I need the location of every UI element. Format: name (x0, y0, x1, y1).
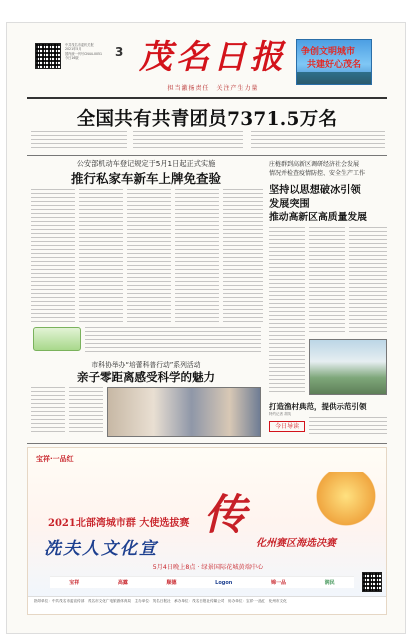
news-photo-village (309, 339, 387, 395)
sponsor-logo: 锦一品 (270, 580, 286, 586)
main-headline: 全国共有共青团员7371.5万名 (76, 109, 338, 130)
ad-brand: 宝祥·一品红 (36, 455, 74, 463)
left-article-column (223, 189, 263, 325)
sponsor-logo: 润民 (324, 580, 335, 586)
ad-rule (27, 443, 387, 444)
bottom-right-subtitle: 特约记者 胡英 (269, 412, 292, 416)
left-article-column (79, 189, 123, 325)
ad-footer-strip (28, 596, 387, 615)
middle-article-column (31, 387, 65, 435)
ad-line-3: 化州赛区海选决赛 (256, 538, 336, 549)
ad-footer-text: 指导单位：中共茂名市委宣传部 茂名市文化广电旅游体育局 主办单位：茂名日报社 承办单位：茂名日报社传媒公司 协办单位：宝祥·一品红 化州市文化 (34, 599, 287, 603)
left-article-kicker: 公安部机动车登记规定于5月1日起正式实施 (76, 159, 216, 168)
meta-line: 国内统一刊号CN44-0051 (65, 51, 103, 56)
ad-date-line: 5月4日晚上8点 · 绿景国际花城黄端中心 (152, 564, 264, 571)
promo-city-skyline (297, 72, 372, 84)
ad-big-character: 传 (204, 490, 247, 539)
news-photo-classroom (107, 387, 261, 437)
sponsor-logo: Logon (215, 579, 233, 586)
right-article-kicker-2: 情况并检查疫情防控、安全生产工作 (269, 170, 366, 177)
right-article-title-2: 发展突围 (269, 198, 310, 210)
paper-name-logo: 茂名日报 (139, 37, 287, 76)
right-article-title-3: 推动高新区高质量发展 (269, 212, 367, 223)
middle-article-title: 亲子零距离感受科学的魅力 (77, 370, 215, 384)
meta-line: 2021年5月 (65, 47, 82, 52)
right-article-title-1: 坚持以思想破冰引领 (269, 184, 361, 196)
section-rule (27, 155, 387, 156)
sponsor-logo: 宝祥 (69, 580, 80, 586)
meta-line: 中共茂名市委机关报 (65, 43, 94, 47)
left-article-column (175, 189, 219, 325)
ad-line-2: 冼夫人文化宣 (44, 539, 158, 559)
left-article-column (85, 327, 261, 353)
right-article-column (349, 227, 387, 335)
right-article-kicker-1: 庄梿群到高新区调研经济社会发展 (269, 161, 360, 168)
bottom-right-text (309, 417, 387, 437)
today-digest-stamp: 今日导读 (269, 421, 305, 432)
newspaper-page (6, 22, 406, 634)
ad-sponsor-strip (50, 576, 354, 588)
ad-qr-code (362, 572, 382, 592)
masthead-rule (27, 97, 387, 99)
left-article-column (127, 189, 171, 325)
ad-headline: 2021北部湾城市群 大使选拔赛 (48, 518, 190, 529)
issue-number: 3 (115, 45, 124, 59)
ad-coconut-island (314, 472, 378, 532)
left-article-column (31, 189, 75, 325)
ad-badge-illustration (33, 327, 81, 351)
promo-line-2: 共建好心茂名 (307, 60, 362, 70)
advertisement-banner (27, 447, 387, 615)
middle-article-column (69, 387, 103, 435)
promo-box (296, 39, 372, 85)
masthead-meta (65, 43, 113, 61)
right-article-column (269, 227, 305, 395)
headline-summary-text (31, 131, 127, 151)
middle-article-kicker: 市科协举办“培蕾科普行动”系列活动 (91, 361, 201, 369)
masthead-slogan: 担当激扬责任 关注产生力量 (167, 85, 259, 92)
promo-line-1: 争创文明城市 (301, 47, 356, 57)
left-article-title: 推行私家车新车上牌免查验 (70, 171, 221, 186)
meta-line: 今日16版 (65, 56, 79, 61)
masthead-qr-code (35, 43, 61, 69)
bottom-right-title: 打造渔村典范，提供示范引领 (269, 402, 367, 411)
headline-summary-text (251, 131, 385, 151)
right-article-column (309, 227, 345, 335)
headline-summary-text (133, 131, 243, 151)
sponsor-logo: 顺德 (166, 580, 177, 586)
sponsor-logo: 高露 (117, 580, 128, 586)
